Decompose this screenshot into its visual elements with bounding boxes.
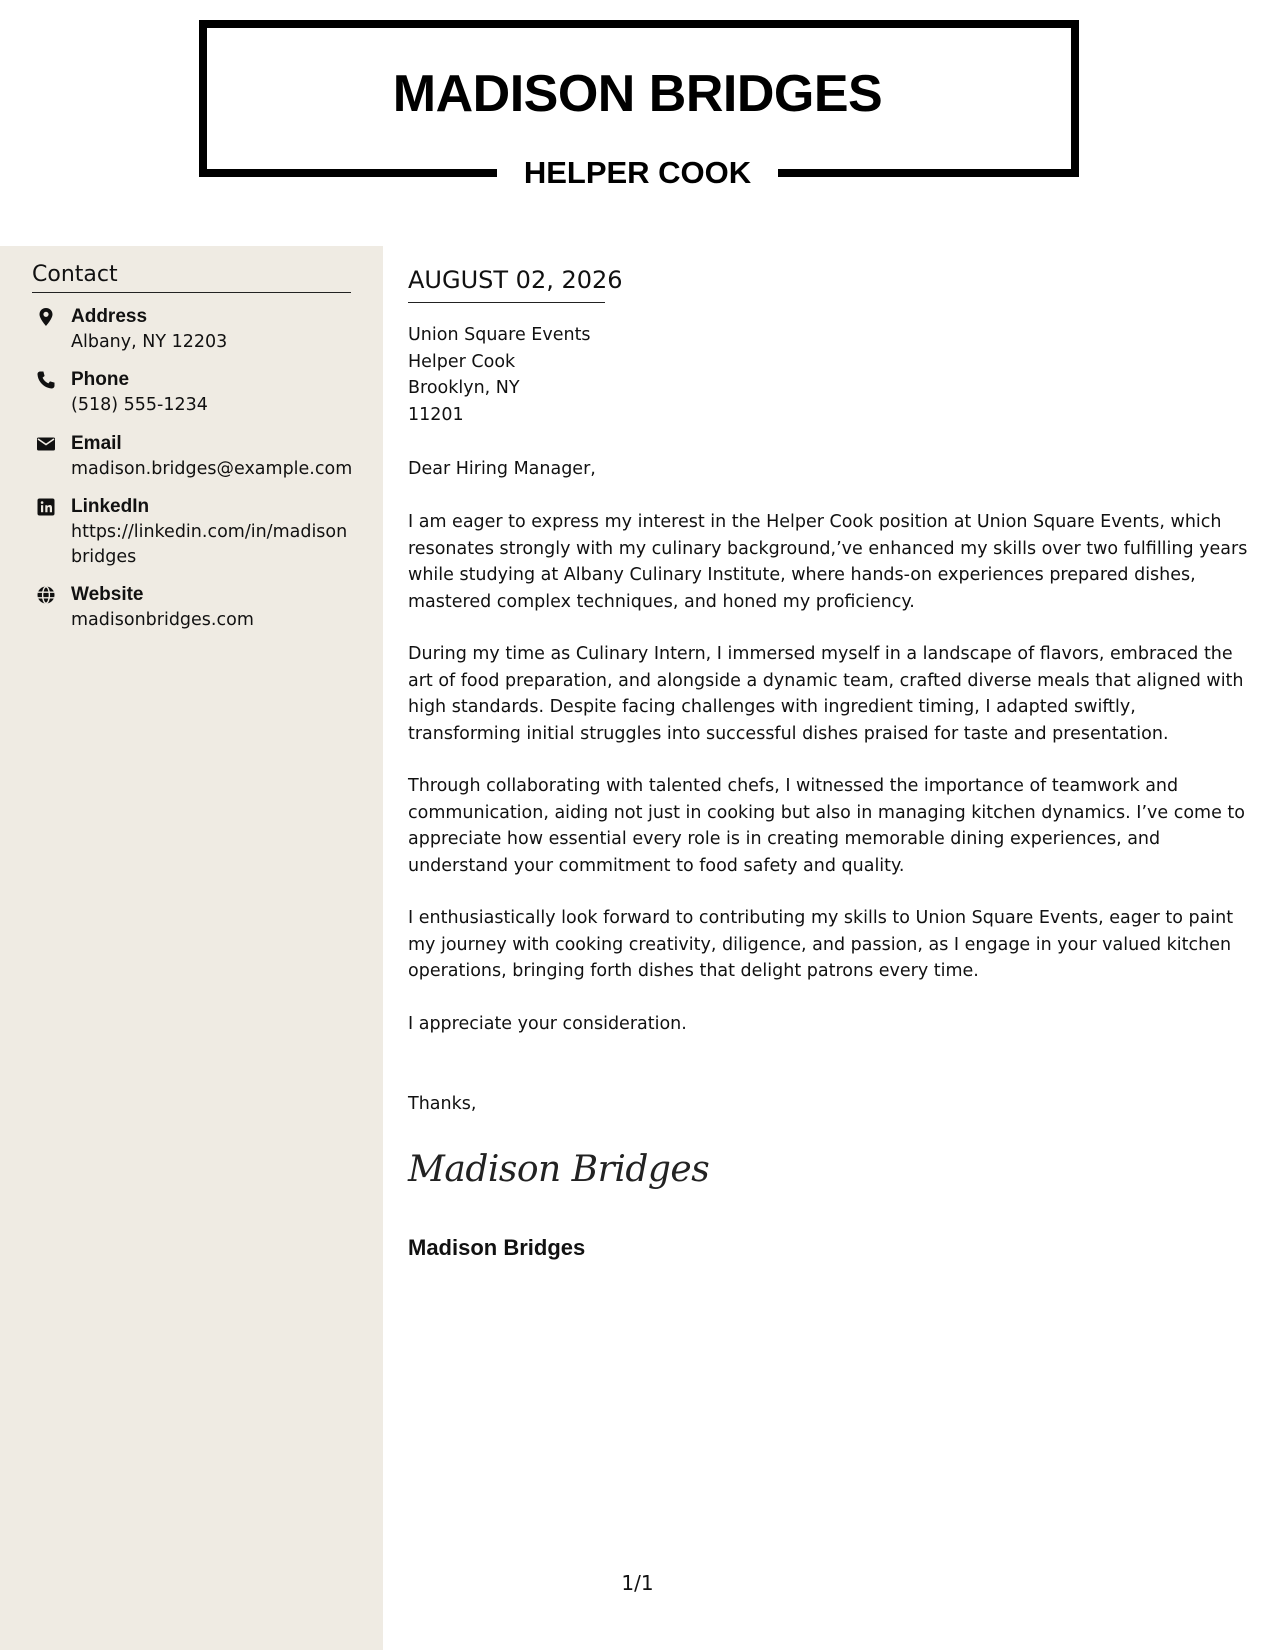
- date-underline: [408, 302, 605, 303]
- email-icon: [36, 434, 56, 454]
- website-label: Website: [71, 584, 144, 605]
- paragraph-3: Through collaborating with talented chefs, I witnessed the importance of teamwork and communication, aiding not just in cooking but also in managing kitchen dynamics. I’ve come to appreciate how essential every role is in creating memorable dining experiences, and understand your commitment to food safety and quality.: [408, 776, 1245, 876]
- linkedin-icon: [36, 497, 56, 517]
- recipient-zip: 11201: [408, 404, 464, 425]
- linkedin-label: LinkedIn: [71, 496, 150, 517]
- handwritten-signature: Madison Bridges: [408, 1149, 710, 1190]
- paragraph-5: I appreciate your consideration.: [408, 1014, 687, 1034]
- website-value[interactable]: madisonbridges.com: [71, 610, 254, 630]
- applicant-name: MADISON BRIDGES: [392, 65, 883, 123]
- letter-date: AUGUST 02, 2026: [408, 266, 623, 294]
- phone-value: (518) 555-1234: [71, 395, 208, 415]
- contact-divider: [32, 292, 351, 293]
- paragraph-4: I enthusiastically look forward to contributing my skills to Union Square Events, eager to paint my journey with cooking creativity, diligence, and passion, as I engage in your valued kitchen operations, bringing forth dishes that delight patrons every time.: [408, 908, 1234, 981]
- phone-label: Phone: [71, 369, 130, 390]
- address-label: Address: [71, 306, 148, 327]
- salutation: Dear Hiring Manager,: [408, 459, 596, 479]
- recipient-position: Helper Cook: [408, 351, 516, 372]
- closing: Thanks,: [408, 1094, 477, 1114]
- email-value[interactable]: madison.bridges@example.com: [71, 459, 353, 479]
- location-pin-icon: [36, 307, 56, 327]
- job-title: HELPER COOK: [523, 155, 752, 190]
- paragraph-1: I am eager to express my interest in the Helper Cook position at Union Square Events, which resonates strongly with my culinary background,’ve enhanced my skills over two fulfilling years while studying at Albany Culinary Institute, where hands-on experiences prepared dishes, mastered complex techniques, and honed my proficiency.: [408, 512, 1248, 612]
- phone-icon: [36, 370, 56, 390]
- linkedin-value[interactable]: https://linkedin.com/in/madison bridges: [71, 522, 348, 567]
- page-number: 1/1: [621, 1571, 654, 1595]
- recipient-company: Union Square Events: [408, 325, 591, 345]
- signer-name: Madison Bridges: [408, 1235, 586, 1260]
- recipient-city: Brooklyn, NY: [408, 378, 520, 398]
- address-value: Albany, NY 12203: [71, 332, 228, 352]
- contact-heading: Contact: [32, 262, 118, 287]
- globe-icon: [36, 585, 56, 605]
- recipient-block: [408, 322, 591, 428]
- email-label: Email: [71, 433, 122, 454]
- paragraph-2: During my time as Culinary Intern, I immersed myself in a landscape of flavors, embraced the art of food preparation, and alongside a dynamic team, crafted diverse meals that aligned with high standards. Despite facing challenges with ingredient timing, I adapted swiftly, transforming initial struggles into successful dishes praised for taste and presentation.: [408, 644, 1244, 744]
